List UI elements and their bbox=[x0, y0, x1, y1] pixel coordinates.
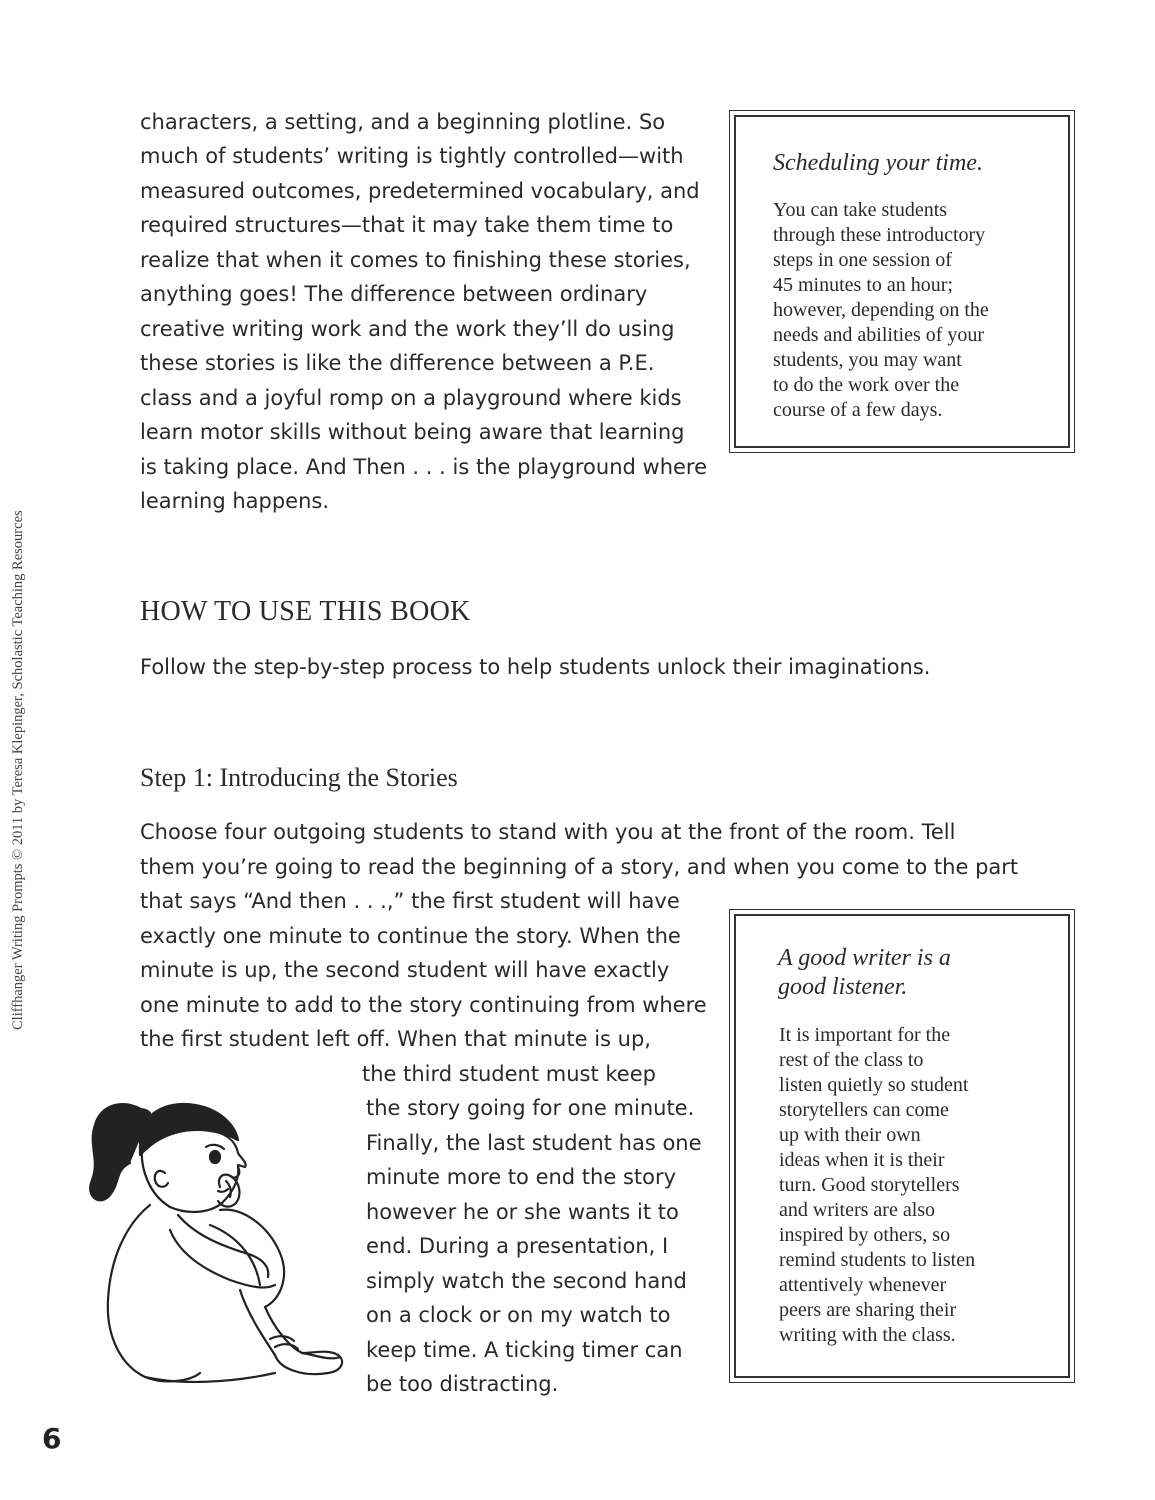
sidebar-line: steps in one session of bbox=[773, 249, 952, 271]
sidebar-line: attentively whenever bbox=[779, 1274, 947, 1296]
intro-line: learning happens. bbox=[140, 489, 330, 513]
sidebar-line: however, depending on the bbox=[773, 299, 989, 321]
step-line: end. During a presentation, I bbox=[366, 1234, 669, 1258]
sidebar-line: needs and abilities of your bbox=[773, 324, 985, 346]
sidebar-good-listener bbox=[729, 909, 1075, 1383]
sidebar-line: ideas when it is their bbox=[779, 1149, 945, 1171]
step-line: simply watch the second hand bbox=[366, 1269, 687, 1293]
section-heading: HOW TO USE THIS BOOK bbox=[140, 596, 471, 627]
intro-line: characters, a setting, and a beginning plotline. So bbox=[140, 110, 666, 134]
step-line: that says “And then . . .,” the first student will have bbox=[140, 889, 680, 913]
sidebar-line: turn. Good storytellers bbox=[779, 1174, 960, 1196]
step-line: the story going for one minute. bbox=[366, 1096, 695, 1120]
intro-line: measured outcomes, predetermined vocabulary, and bbox=[140, 179, 700, 203]
step-line: minute is up, the second student will have exactly bbox=[140, 958, 670, 982]
sidebar-line: to do the work over the bbox=[773, 374, 960, 396]
sidebar-line: peers are sharing their bbox=[779, 1299, 957, 1321]
sidebar-line: and writers are also bbox=[779, 1199, 936, 1221]
sidebar-line: storytellers can come bbox=[779, 1099, 949, 1121]
intro-line: creative writing work and the work they’ll do using bbox=[140, 317, 675, 341]
intro-line: class and a joyful romp on a playground where kids bbox=[140, 386, 682, 410]
sidebar-title-line: good listener. bbox=[778, 974, 908, 1000]
step-line: on a clock or on my watch to bbox=[366, 1303, 671, 1327]
step-line: Finally, the last student has one bbox=[366, 1131, 702, 1155]
intro-line: much of students’ writing is tightly controlled—with bbox=[140, 144, 684, 168]
sidebar-line: 45 minutes to an hour; bbox=[773, 274, 953, 296]
sidebar-line: writing with the class. bbox=[779, 1324, 956, 1346]
sidebar-line: up with their own bbox=[779, 1124, 921, 1146]
step-line: be too distracting. bbox=[366, 1372, 559, 1396]
copyright-credit: Cliffhanger Writing Prompts © 2011 by Teresa Klepinger, Scholastic Teaching Resources bbox=[10, 510, 26, 1030]
intro-line: is taking place. And Then . . . is the playground where bbox=[140, 455, 708, 479]
sidebar-line: course of a few days. bbox=[773, 399, 943, 421]
step-line: the first student left off. When that minute is up, bbox=[140, 1027, 651, 1051]
page-number: 6 bbox=[42, 1422, 62, 1455]
sidebar-scheduling bbox=[729, 110, 1075, 453]
sidebar-line: listen quietly so student bbox=[779, 1074, 969, 1096]
sidebar-line: students, you may want bbox=[773, 349, 962, 371]
section-intro: Follow the step-by-step process to help students unlock their imaginations. bbox=[140, 655, 931, 679]
sidebar-line: It is important for the bbox=[779, 1024, 951, 1046]
step-line: one minute to add to the story continuing from where bbox=[140, 993, 707, 1017]
sidebar-line: inspired by others, so bbox=[779, 1224, 951, 1246]
intro-line: anything goes! The difference between ordinary bbox=[140, 282, 648, 306]
step-line: keep time. A ticking timer can bbox=[366, 1338, 683, 1362]
sidebar-title: Scheduling your time. bbox=[773, 150, 983, 176]
intro-line: realize that when it comes to finishing these stories, bbox=[140, 248, 691, 272]
intro-line: these stories is like the difference between a P.E. bbox=[140, 351, 655, 375]
sidebar-line: through these introductory bbox=[773, 224, 986, 246]
sidebar-line: You can take students bbox=[773, 199, 948, 221]
step-line: Choose four outgoing students to stand with you at the front of the room. Tell bbox=[140, 820, 956, 844]
sidebar-line: rest of the class to bbox=[779, 1049, 924, 1071]
step-heading: Step 1: Introducing the Stories bbox=[140, 763, 458, 792]
step-line: however he or she wants it to bbox=[366, 1200, 679, 1224]
step-line: the third student must keep bbox=[362, 1062, 656, 1086]
sidebar-title-line: A good writer is a bbox=[778, 945, 951, 971]
step-line: minute more to end the story bbox=[366, 1165, 677, 1189]
girl-sitting-illustration bbox=[70, 1085, 355, 1390]
intro-line: learn motor skills without being aware that learning bbox=[140, 420, 685, 444]
step-line: them you’re going to read the beginning of a story, and when you come to the part bbox=[140, 855, 1019, 879]
intro-line: required structures—that it may take them time to bbox=[140, 213, 674, 237]
sidebar-line: remind students to listen bbox=[779, 1249, 976, 1271]
step-line: exactly one minute to continue the story. When the bbox=[140, 924, 681, 948]
